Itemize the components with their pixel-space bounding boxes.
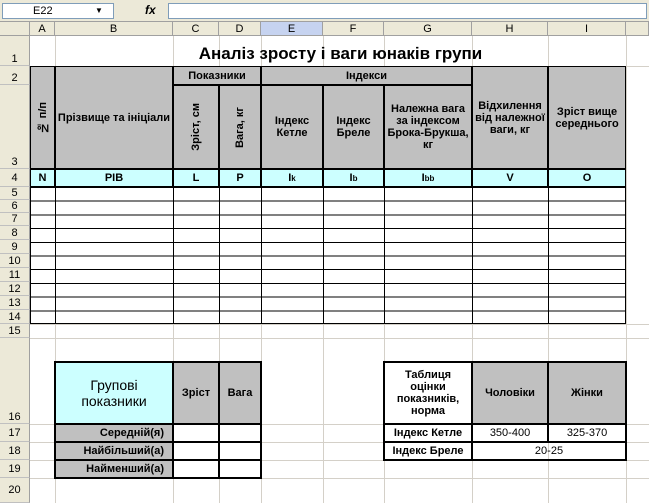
function-icon[interactable]: fx	[145, 3, 156, 17]
cell-reference: E22	[33, 5, 53, 17]
group-row-max[interactable]: Найбільший(а)	[55, 442, 173, 460]
column-header-b[interactable]: B	[55, 22, 173, 36]
code-l[interactable]: L	[173, 169, 219, 187]
norm-women-header[interactable]: Жінки	[548, 362, 626, 424]
gridline	[626, 36, 627, 503]
header-deviation[interactable]: Відхилення від належної ваги, кг	[472, 66, 548, 169]
group-row-min[interactable]: Найменший(а)	[55, 460, 173, 478]
data-col-line	[323, 187, 324, 324]
formula-input[interactable]	[168, 3, 647, 19]
norm-title[interactable]: Таблиця оцінки показників, норма	[384, 362, 472, 424]
header-name[interactable]: Прізвище та ініціали	[55, 66, 173, 169]
code-ib[interactable]: I b	[323, 169, 384, 187]
sheet-title[interactable]: Аналіз зросту і ваги юнаків групи	[198, 44, 483, 63]
column-header-c[interactable]: C	[173, 22, 219, 36]
header-above-avg[interactable]: Зріст вище середнього	[548, 66, 626, 169]
header-indices[interactable]: Індекси	[261, 66, 472, 85]
group-min-height[interactable]	[173, 460, 219, 478]
row-header-2[interactable]: 2	[0, 66, 30, 85]
row-header-5[interactable]: 5	[0, 187, 30, 200]
group-max-weight[interactable]	[219, 442, 261, 460]
header-weight-label: Вага, кг	[234, 106, 246, 148]
row-header-20[interactable]: 20	[0, 478, 30, 503]
norm-men-header[interactable]: Чоловіки	[472, 362, 548, 424]
row-header-18[interactable]: 18	[0, 442, 30, 460]
row-header-13[interactable]: 13	[0, 296, 30, 310]
row-header-11[interactable]: 11	[0, 268, 30, 282]
code-o[interactable]: O	[548, 169, 626, 187]
group-weight-header[interactable]: Вага	[219, 362, 261, 424]
data-col-line	[219, 187, 220, 324]
row-header-14[interactable]: 14	[0, 310, 30, 324]
row-header-8[interactable]: 8	[0, 226, 30, 240]
group-title[interactable]: Групові показники	[55, 362, 173, 424]
header-height[interactable]	[173, 85, 219, 169]
group-max-height[interactable]	[173, 442, 219, 460]
column-header-f[interactable]: F	[323, 22, 384, 36]
row-header-7[interactable]: 7	[0, 213, 30, 226]
header-ketle[interactable]: Індекс Кетле	[261, 85, 323, 169]
row-header-4[interactable]: 4	[0, 169, 30, 187]
row-header-12[interactable]: 12	[0, 282, 30, 296]
column-header-i[interactable]: I	[548, 22, 626, 36]
data-col-line	[472, 187, 473, 324]
code-p[interactable]: P	[219, 169, 261, 187]
header-height-label: Зріст, см	[190, 103, 202, 151]
column-header-g[interactable]: G	[384, 22, 472, 36]
row-header-15[interactable]: 15	[0, 324, 30, 338]
select-all-corner[interactable]	[0, 22, 30, 36]
row-header-10[interactable]: 10	[0, 254, 30, 268]
data-col-line	[384, 187, 385, 324]
header-brele[interactable]: Індекс Бреле	[323, 85, 384, 169]
code-ibb[interactable]: I bb	[384, 169, 472, 187]
norm-ketle-men[interactable]: 350-400	[472, 424, 548, 442]
group-height-header[interactable]: Зріст	[173, 362, 219, 424]
header-np[interactable]	[30, 66, 55, 169]
row-header-9[interactable]: 9	[0, 240, 30, 254]
code-pib[interactable]: PIB	[55, 169, 173, 187]
name-box-dropdown-icon[interactable]: ▼	[95, 6, 103, 15]
code-n[interactable]: N	[30, 169, 55, 187]
header-ideal-weight[interactable]: Належна вага за індексом Брока-Брукша, кг	[384, 85, 472, 169]
data-col-line	[55, 187, 56, 324]
gridline	[30, 338, 649, 339]
gridline	[30, 478, 649, 479]
row-header-6[interactable]: 6	[0, 200, 30, 213]
data-table[interactable]	[30, 187, 626, 324]
norm-brele-label[interactable]: Індекс Бреле	[384, 442, 472, 460]
gridline	[30, 324, 649, 325]
column-header-h[interactable]: H	[472, 22, 548, 36]
group-row-avg[interactable]: Середній(я)	[55, 424, 173, 442]
norm-ketle-women[interactable]: 325-370	[548, 424, 626, 442]
code-ik[interactable]: I k	[261, 169, 323, 187]
header-weight[interactable]	[219, 85, 261, 169]
column-header-e[interactable]: E	[261, 22, 323, 36]
column-header-filler	[626, 22, 649, 36]
header-np-label: № п/п	[36, 101, 49, 134]
row-header-19[interactable]: 19	[0, 460, 30, 478]
row-header-3[interactable]: 3	[0, 85, 30, 169]
norm-ketle-label[interactable]: Індекс Кетле	[384, 424, 472, 442]
row-header-17[interactable]: 17	[0, 424, 30, 442]
data-col-line	[548, 187, 549, 324]
row-header-1[interactable]: 1	[0, 36, 30, 66]
group-avg-weight[interactable]	[219, 424, 261, 442]
row-header-16[interactable]: 16	[0, 338, 30, 424]
group-min-weight[interactable]	[219, 460, 261, 478]
data-col-line	[173, 187, 174, 324]
group-avg-height[interactable]	[173, 424, 219, 442]
norm-brele-value[interactable]: 20-25	[472, 442, 626, 460]
code-v[interactable]: V	[472, 169, 548, 187]
header-pokaznyky[interactable]: Показники	[173, 66, 261, 85]
data-col-line	[261, 187, 262, 324]
column-header-a[interactable]: A	[30, 22, 55, 36]
column-header-d[interactable]: D	[219, 22, 261, 36]
